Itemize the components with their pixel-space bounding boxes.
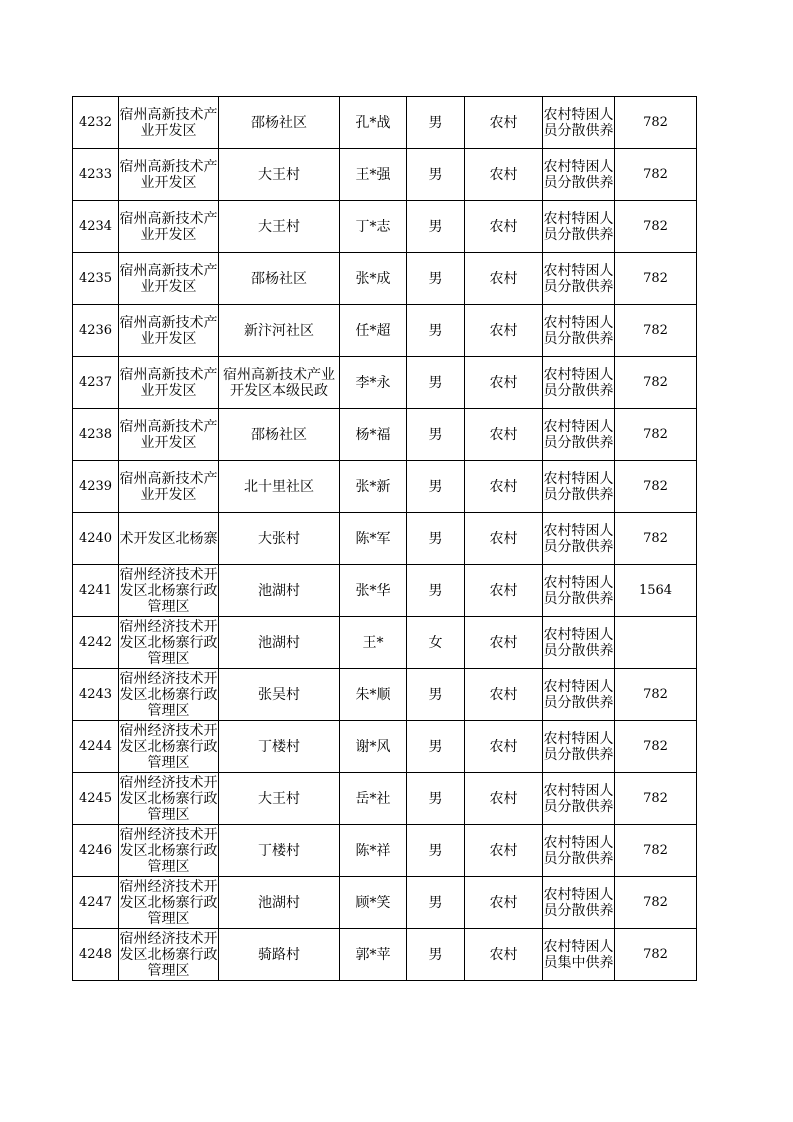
village-cell	[219, 877, 340, 929]
support-category-cell-text: 农村特困人员分散供养	[543, 262, 614, 295]
household-type-cell	[465, 929, 543, 981]
table-row	[73, 773, 697, 825]
name-cell	[340, 149, 407, 201]
row-id-cell	[73, 877, 119, 929]
village-cell	[219, 513, 340, 565]
gender-cell-text: 男	[428, 738, 443, 755]
area-cell-text: 宿州经济技术开发区北杨寨行政管理区	[119, 930, 218, 979]
amount-cell-text: 782	[643, 322, 668, 338]
area-cell-text: 宿州高新技术产业开发区	[119, 366, 218, 399]
support-category-cell	[543, 877, 615, 929]
village-cell-text: 大张村	[258, 530, 300, 547]
household-type-cell-text: 农村	[489, 946, 518, 963]
village-cell	[219, 721, 340, 773]
support-category-cell	[543, 357, 615, 409]
household-type-cell	[465, 773, 543, 825]
name-cell-text: 李*永	[355, 374, 391, 391]
row-id-cell	[73, 929, 119, 981]
household-type-cell-text: 农村	[489, 530, 518, 547]
area-cell	[119, 669, 219, 721]
name-cell	[340, 929, 407, 981]
row-id-cell	[73, 201, 119, 253]
row-id-cell	[73, 305, 119, 357]
gender-cell-text: 男	[428, 374, 443, 391]
name-cell	[340, 409, 407, 461]
name-cell-text: 谢*风	[355, 738, 391, 755]
village-cell-text: 丁楼村	[258, 738, 300, 755]
gender-cell-text: 男	[428, 166, 443, 183]
gender-cell	[407, 97, 465, 149]
village-cell	[219, 929, 340, 981]
support-category-cell-text: 农村特困人员分散供养	[543, 418, 614, 451]
row-id-cell-text: 4235	[78, 270, 113, 286]
table-body	[73, 97, 697, 981]
village-cell	[219, 773, 340, 825]
amount-cell	[615, 617, 697, 669]
household-type-cell	[465, 253, 543, 305]
household-type-cell	[465, 565, 543, 617]
household-type-cell	[465, 201, 543, 253]
name-cell-text: 王*强	[355, 166, 391, 183]
table-row	[73, 617, 697, 669]
household-type-cell	[465, 149, 543, 201]
area-cell	[119, 721, 219, 773]
household-type-cell-text: 农村	[489, 582, 518, 599]
amount-cell	[615, 201, 697, 253]
area-cell	[119, 461, 219, 513]
support-category-cell	[543, 825, 615, 877]
area-cell	[119, 617, 219, 669]
name-cell-text: 孔*战	[355, 114, 391, 131]
name-cell	[340, 253, 407, 305]
gender-cell-text: 男	[428, 842, 443, 859]
household-type-cell	[465, 669, 543, 721]
row-id-cell	[73, 513, 119, 565]
name-cell	[340, 617, 407, 669]
name-cell-text: 任*超	[355, 322, 391, 339]
gender-cell	[407, 149, 465, 201]
table-row	[73, 877, 697, 929]
amount-cell-text: 782	[643, 270, 668, 286]
amount-cell	[615, 461, 697, 513]
gender-cell-text: 男	[428, 686, 443, 703]
gender-cell	[407, 669, 465, 721]
table-row	[73, 409, 697, 461]
area-cell-text: 宿州经济技术开发区北杨寨行政管理区	[119, 826, 218, 875]
village-cell	[219, 253, 340, 305]
amount-cell	[615, 721, 697, 773]
village-cell-text: 邵杨社区	[251, 426, 307, 443]
area-cell	[119, 97, 219, 149]
household-type-cell-text: 农村	[489, 894, 518, 911]
village-cell-text: 宿州高新技术产业开发区本级民政	[223, 366, 335, 399]
area-cell	[119, 253, 219, 305]
village-cell-text: 池湖村	[258, 894, 300, 911]
name-cell-text: 朱*顺	[355, 686, 391, 703]
name-cell	[340, 721, 407, 773]
support-category-cell-text: 农村特困人员分散供养	[543, 574, 614, 607]
gender-cell	[407, 461, 465, 513]
row-id-cell	[73, 565, 119, 617]
area-cell-text: 宿州经济技术开发区北杨寨行政管理区	[119, 618, 218, 667]
support-category-cell-text: 农村特困人员分散供养	[543, 366, 614, 399]
support-category-cell	[543, 253, 615, 305]
name-cell	[340, 201, 407, 253]
support-category-cell-text: 农村特困人员分散供养	[543, 470, 614, 503]
name-cell	[340, 773, 407, 825]
gender-cell	[407, 513, 465, 565]
village-cell-text: 骑路村	[258, 946, 300, 963]
support-category-cell-text: 农村特困人员集中供养	[543, 938, 614, 971]
gender-cell-text: 男	[428, 894, 443, 911]
area-cell-text: 宿州高新技术产业开发区	[119, 262, 218, 295]
support-category-cell	[543, 201, 615, 253]
support-category-cell-text: 农村特困人员分散供养	[543, 782, 614, 815]
row-id-cell-text: 4237	[78, 374, 113, 390]
amount-cell-text: 782	[643, 946, 668, 962]
row-id-cell-text: 4233	[78, 166, 113, 182]
support-category-cell-text: 农村特困人员分散供养	[543, 834, 614, 867]
amount-cell-text: 782	[643, 842, 668, 858]
name-cell-text: 王*	[362, 634, 384, 651]
table-row	[73, 721, 697, 773]
row-id-cell	[73, 149, 119, 201]
household-type-cell-text: 农村	[489, 374, 518, 391]
support-category-cell	[543, 669, 615, 721]
area-cell	[119, 773, 219, 825]
support-category-cell	[543, 97, 615, 149]
amount-cell-text: 1564	[638, 582, 673, 598]
name-cell-text: 郭*苹	[355, 946, 391, 963]
household-type-cell	[465, 357, 543, 409]
amount-cell	[615, 149, 697, 201]
name-cell-text: 陈*祥	[355, 842, 391, 859]
household-type-cell-text: 农村	[489, 166, 518, 183]
row-id-cell-text: 4239	[78, 478, 113, 494]
area-cell	[119, 513, 219, 565]
name-cell-text: 张*新	[355, 478, 391, 495]
table-row	[73, 825, 697, 877]
household-type-cell-text: 农村	[489, 218, 518, 235]
village-cell-text: 新汴河社区	[244, 322, 314, 339]
village-cell-text: 邵杨社区	[251, 114, 307, 131]
household-type-cell-text: 农村	[489, 426, 518, 443]
area-cell-text: 宿州高新技术产业开发区	[119, 470, 218, 503]
gender-cell-text: 男	[428, 790, 443, 807]
name-cell	[340, 669, 407, 721]
support-category-cell-text: 农村特困人员分散供养	[543, 522, 614, 555]
gender-cell-text: 男	[428, 582, 443, 599]
table-row	[73, 357, 697, 409]
support-category-cell	[543, 409, 615, 461]
gender-cell-text: 男	[428, 322, 443, 339]
row-id-cell	[73, 825, 119, 877]
row-id-cell	[73, 773, 119, 825]
support-category-cell	[543, 305, 615, 357]
amount-cell-text: 782	[643, 426, 668, 442]
row-id-cell-text: 4244	[78, 738, 113, 754]
area-cell	[119, 305, 219, 357]
table-row	[73, 305, 697, 357]
gender-cell	[407, 565, 465, 617]
table-row	[73, 461, 697, 513]
name-cell	[340, 461, 407, 513]
village-cell-text: 丁楼村	[258, 842, 300, 859]
row-id-cell-text: 4247	[78, 894, 113, 910]
village-cell-text: 大王村	[258, 218, 300, 235]
amount-cell	[615, 825, 697, 877]
village-cell	[219, 201, 340, 253]
support-category-cell-text: 农村特困人员分散供养	[543, 314, 614, 347]
village-cell-text: 张吴村	[258, 686, 300, 703]
row-id-cell	[73, 357, 119, 409]
amount-cell	[615, 877, 697, 929]
village-cell	[219, 461, 340, 513]
support-category-cell	[543, 617, 615, 669]
support-category-cell-text: 农村特困人员分散供养	[543, 210, 614, 243]
support-category-cell-text: 农村特困人员分散供养	[543, 106, 614, 139]
name-cell-text: 张*成	[355, 270, 391, 287]
amount-cell-text: 782	[643, 166, 668, 182]
amount-cell-text: 782	[643, 374, 668, 390]
household-type-cell	[465, 513, 543, 565]
area-cell-text: 宿州经济技术开发区北杨寨行政管理区	[119, 670, 218, 719]
village-cell	[219, 825, 340, 877]
gender-cell-text: 男	[428, 270, 443, 287]
amount-cell	[615, 565, 697, 617]
support-category-cell-text: 农村特困人员分散供养	[543, 158, 614, 191]
gender-cell-text: 男	[428, 426, 443, 443]
area-cell-text: 宿州经济技术开发区北杨寨行政管理区	[119, 774, 218, 823]
support-category-cell	[543, 565, 615, 617]
amount-cell-text: 782	[643, 894, 668, 910]
name-cell	[340, 513, 407, 565]
gender-cell	[407, 721, 465, 773]
gender-cell	[407, 253, 465, 305]
row-id-cell	[73, 461, 119, 513]
village-cell	[219, 305, 340, 357]
gender-cell-text: 男	[428, 478, 443, 495]
household-type-cell-text: 农村	[489, 738, 518, 755]
gender-cell	[407, 409, 465, 461]
support-category-cell	[543, 461, 615, 513]
village-cell-text: 大王村	[258, 790, 300, 807]
name-cell-text: 张*华	[355, 582, 391, 599]
household-type-cell-text: 农村	[489, 478, 518, 495]
gender-cell-text: 男	[428, 946, 443, 963]
household-type-cell	[465, 409, 543, 461]
village-cell	[219, 565, 340, 617]
name-cell	[340, 565, 407, 617]
area-cell	[119, 357, 219, 409]
household-type-cell-text: 农村	[489, 322, 518, 339]
gender-cell	[407, 201, 465, 253]
amount-cell-text: 782	[643, 738, 668, 754]
village-cell	[219, 149, 340, 201]
gender-cell	[407, 357, 465, 409]
support-category-cell-text: 农村特困人员分散供养	[543, 678, 614, 711]
name-cell-text: 杨*福	[355, 426, 391, 443]
household-type-cell	[465, 877, 543, 929]
amount-cell	[615, 669, 697, 721]
table-row	[73, 253, 697, 305]
amount-cell	[615, 773, 697, 825]
name-cell	[340, 825, 407, 877]
row-id-cell-text: 4234	[78, 218, 113, 234]
support-category-cell	[543, 773, 615, 825]
gender-cell-text: 男	[428, 114, 443, 131]
village-cell-text: 池湖村	[258, 634, 300, 651]
support-category-cell-text: 农村特困人员分散供养	[543, 730, 614, 763]
village-cell-text: 大王村	[258, 166, 300, 183]
household-type-cell-text: 农村	[489, 634, 518, 651]
household-type-cell	[465, 97, 543, 149]
amount-cell-text: 782	[643, 218, 668, 234]
gender-cell	[407, 773, 465, 825]
support-category-cell	[543, 721, 615, 773]
support-category-cell	[543, 149, 615, 201]
gender-cell	[407, 877, 465, 929]
name-cell-text: 丁*志	[355, 218, 391, 235]
table-row	[73, 201, 697, 253]
household-type-cell	[465, 305, 543, 357]
area-cell-text: 术开发区北杨寨	[119, 530, 218, 547]
row-id-cell-text: 4242	[78, 634, 113, 650]
household-type-cell-text: 农村	[489, 270, 518, 287]
village-cell-text: 北十里社区	[244, 478, 314, 495]
row-id-cell-text: 4236	[78, 322, 113, 338]
support-category-cell	[543, 513, 615, 565]
table-row	[73, 929, 697, 981]
row-id-cell-text: 4240	[78, 530, 113, 546]
area-cell	[119, 565, 219, 617]
gender-cell	[407, 825, 465, 877]
household-type-cell	[465, 721, 543, 773]
village-cell-text: 邵杨社区	[251, 270, 307, 287]
row-id-cell-text: 4248	[78, 946, 113, 962]
area-cell-text: 宿州高新技术产业开发区	[119, 418, 218, 451]
household-type-cell	[465, 461, 543, 513]
village-cell	[219, 357, 340, 409]
table-row	[73, 149, 697, 201]
amount-cell	[615, 253, 697, 305]
support-category-cell	[543, 929, 615, 981]
area-cell	[119, 825, 219, 877]
area-cell-text: 宿州经济技术开发区北杨寨行政管理区	[119, 566, 218, 615]
table-row	[73, 669, 697, 721]
area-cell-text: 宿州高新技术产业开发区	[119, 106, 218, 139]
name-cell	[340, 97, 407, 149]
amount-cell-text: 782	[643, 530, 668, 546]
name-cell-text: 陈*军	[355, 530, 391, 547]
amount-cell-text: 782	[643, 790, 668, 806]
amount-cell-text: 782	[643, 686, 668, 702]
household-type-cell-text: 农村	[489, 790, 518, 807]
area-cell	[119, 201, 219, 253]
records-table	[72, 96, 697, 981]
village-cell-text: 池湖村	[258, 582, 300, 599]
gender-cell-text: 男	[428, 530, 443, 547]
household-type-cell-text: 农村	[489, 114, 518, 131]
name-cell-text: 岳*社	[355, 790, 391, 807]
household-type-cell-text: 农村	[489, 686, 518, 703]
name-cell	[340, 305, 407, 357]
row-id-cell	[73, 409, 119, 461]
row-id-cell	[73, 253, 119, 305]
area-cell	[119, 877, 219, 929]
amount-cell	[615, 97, 697, 149]
row-id-cell-text: 4232	[78, 114, 113, 130]
table-row	[73, 565, 697, 617]
name-cell	[340, 877, 407, 929]
gender-cell-text: 女	[428, 634, 443, 651]
amount-cell-text: 782	[643, 114, 668, 130]
village-cell	[219, 669, 340, 721]
village-cell	[219, 617, 340, 669]
row-id-cell	[73, 721, 119, 773]
row-id-cell-text: 4243	[78, 686, 113, 702]
table-row	[73, 97, 697, 149]
amount-cell	[615, 929, 697, 981]
support-category-cell-text: 农村特困人员分散供养	[543, 886, 614, 919]
household-type-cell-text: 农村	[489, 842, 518, 859]
row-id-cell-text: 4238	[78, 426, 113, 442]
row-id-cell	[73, 669, 119, 721]
village-cell	[219, 97, 340, 149]
row-id-cell-text: 4241	[78, 582, 113, 598]
amount-cell-text: 782	[643, 478, 668, 494]
village-cell	[219, 409, 340, 461]
area-cell-text: 宿州经济技术开发区北杨寨行政管理区	[119, 878, 218, 927]
area-cell-text: 宿州经济技术开发区北杨寨行政管理区	[119, 722, 218, 771]
row-id-cell	[73, 617, 119, 669]
support-category-cell-text: 农村特困人员分散供养	[543, 626, 614, 659]
name-cell	[340, 357, 407, 409]
area-cell	[119, 149, 219, 201]
gender-cell	[407, 617, 465, 669]
row-id-cell-text: 4246	[78, 842, 113, 858]
area-cell	[119, 929, 219, 981]
gender-cell-text: 男	[428, 218, 443, 235]
area-cell-text: 宿州高新技术产业开发区	[119, 314, 218, 347]
area-cell-text: 宿州高新技术产业开发区	[119, 210, 218, 243]
table-row	[73, 513, 697, 565]
amount-cell	[615, 305, 697, 357]
row-id-cell	[73, 97, 119, 149]
amount-cell	[615, 409, 697, 461]
household-type-cell	[465, 825, 543, 877]
household-type-cell	[465, 617, 543, 669]
name-cell-text: 顾*笑	[355, 894, 391, 911]
area-cell-text: 宿州高新技术产业开发区	[119, 158, 218, 191]
gender-cell	[407, 929, 465, 981]
gender-cell	[407, 305, 465, 357]
amount-cell	[615, 357, 697, 409]
row-id-cell-text: 4245	[78, 790, 113, 806]
amount-cell	[615, 513, 697, 565]
area-cell	[119, 409, 219, 461]
